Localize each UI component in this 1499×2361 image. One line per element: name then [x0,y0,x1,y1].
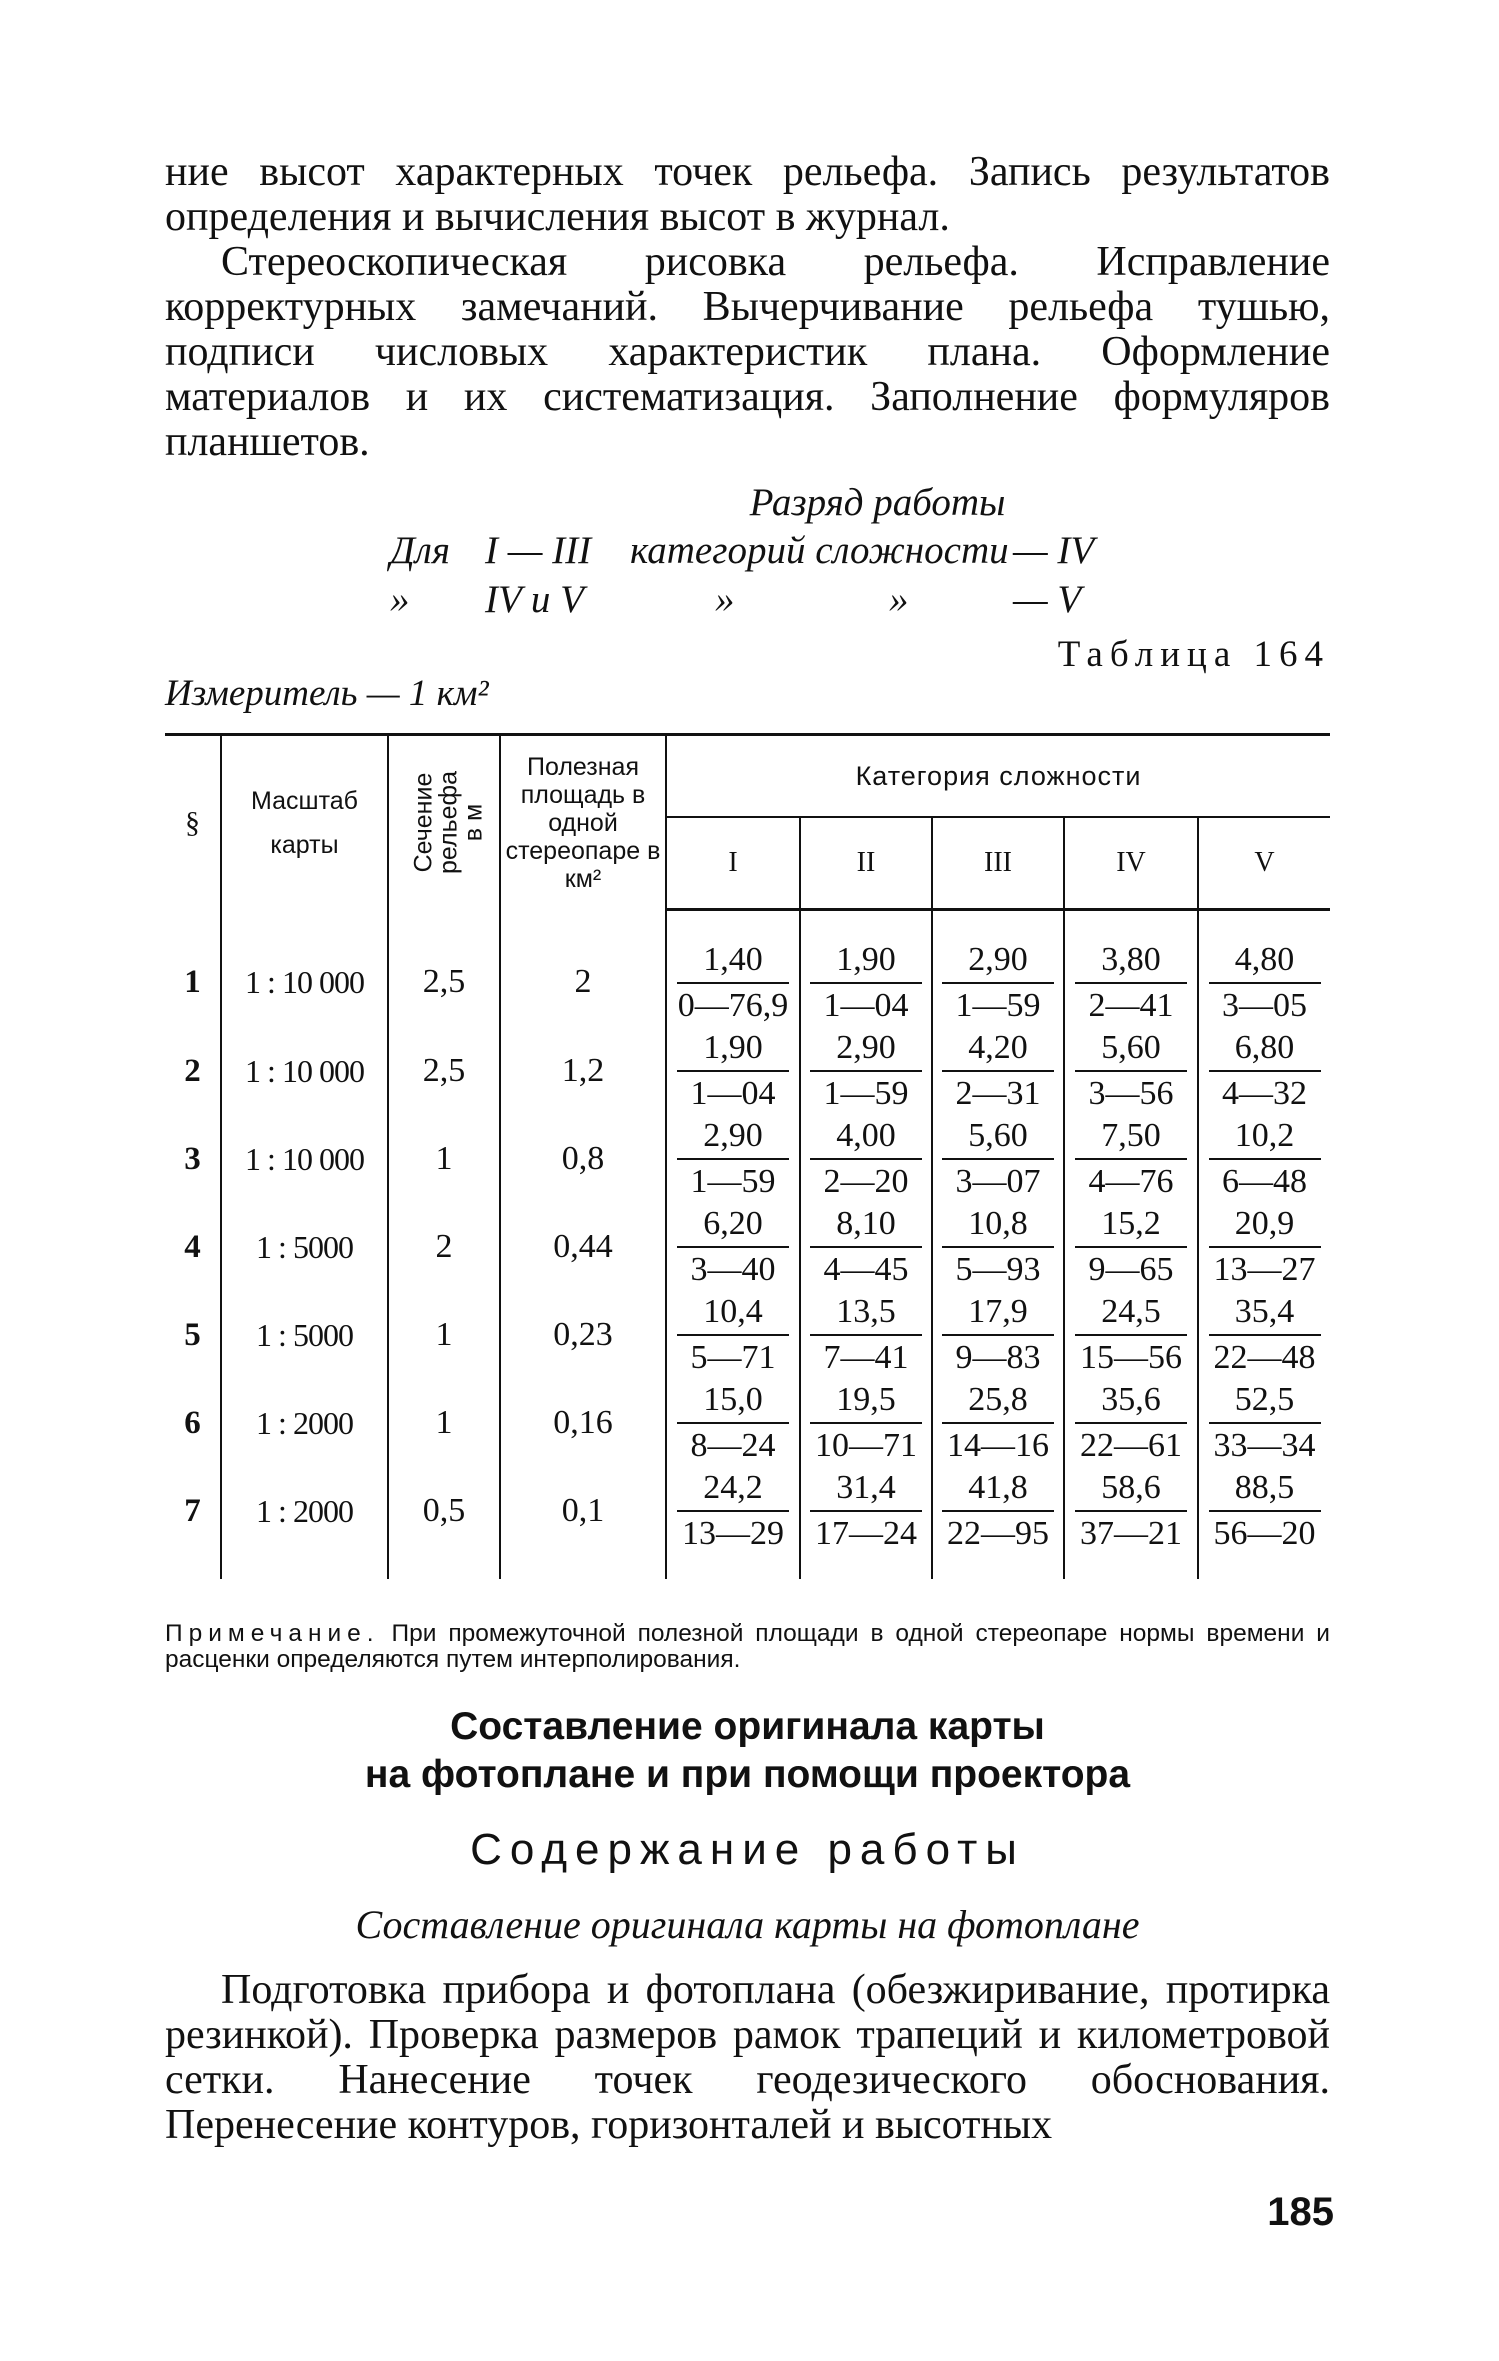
table-row [165,1115,1330,1203]
cell-category-2 [800,1379,932,1467]
row-number: 2 [184,1053,201,1089]
rate-value: 14—16 [947,1427,1049,1464]
header-category-2: II [800,817,932,910]
row-contour-interval: 2 [388,1203,500,1291]
cell-category-4 [1064,1467,1198,1579]
rate-value: 1—04 [690,1075,776,1112]
norm-fraction [677,1116,789,1202]
grade-row2-ditto: » [390,578,410,621]
row-contour-interval: 2,5 [388,910,500,1028]
cell-category-1 [666,1379,800,1467]
row-map-scale: 1 : 2000 [221,1467,388,1579]
cell-category-4 [1064,1379,1198,1467]
row-number: 6 [184,1405,201,1441]
row-contour-interval: 1 [388,1291,500,1379]
grade-row1-range: I — III [485,529,592,572]
norm-time-value: 5,60 [1075,1028,1187,1072]
page-number: 185 [1267,2190,1334,2234]
norm-time-value: 10,4 [677,1292,789,1336]
norm-fraction [810,1204,922,1290]
rate-value: 37—21 [1080,1515,1182,1552]
cell-category-2 [800,1291,932,1379]
norm-fraction [942,940,1054,1026]
cell-category-2 [800,910,932,1028]
grade-row1-for: Для [390,529,450,572]
cell-category-1 [666,1467,800,1579]
norm-fraction [810,1028,922,1114]
table-note [165,1621,1330,1673]
norm-time-value: 15,2 [1075,1204,1187,1248]
rate-value: 22—61 [1080,1427,1182,1464]
header-contour-interval [388,735,500,910]
cell-category-2 [800,1115,932,1203]
norm-time-value: 35,6 [1075,1380,1187,1424]
rate-value: 7—41 [823,1339,909,1376]
grade-row1-label: категорий сложности [630,529,1009,572]
norm-fraction [1075,1204,1187,1290]
rate-value: 22—48 [1213,1339,1316,1376]
norm-time-value: 24,5 [1075,1292,1187,1336]
row-contour-interval: 0,5 [388,1467,500,1579]
norm-time-value: 17,9 [942,1292,1054,1336]
norm-time-value: 19,5 [810,1380,922,1424]
norm-time-value: 41,8 [942,1468,1054,1512]
rate-value: 1—04 [823,987,909,1024]
table-row [165,1027,1330,1115]
row-map-scale: 1 : 5000 [221,1291,388,1379]
cell-category-5 [1198,910,1330,1028]
rate-value: 13—27 [1213,1251,1316,1288]
cell-category-3 [932,1115,1064,1203]
rate-value: 4—45 [823,1251,909,1288]
norm-fraction [1209,940,1321,1026]
norm-fraction [677,940,789,1026]
work-grade-block [165,479,1330,625]
row-useful-area: 0,44 [500,1203,666,1291]
section-title-line-1: Составление оригинала карты [450,1705,1045,1748]
header-section: § [165,735,221,910]
cell-category-3 [932,1379,1064,1467]
header-category-3: III [932,817,1064,910]
norm-time-value: 10,2 [1209,1116,1321,1160]
table-row [165,1467,1330,1579]
norm-time-value: 58,6 [1075,1468,1187,1512]
norm-fraction [942,1116,1054,1202]
row-map-scale: 1 : 10 000 [221,1027,388,1115]
norm-time-value: 52,5 [1209,1380,1321,1424]
table-row [165,1291,1330,1379]
grade-row2-ditto-3: » [889,578,909,621]
cell-category-2 [800,1203,932,1291]
cell-category-4 [1064,910,1198,1028]
rate-value: 3—56 [1088,1075,1174,1112]
norm-time-value: 35,4 [1209,1292,1321,1336]
row-contour-interval: 2,5 [388,1027,500,1115]
norm-time-value: 31,4 [810,1468,922,1512]
norm-time-value: 2,90 [810,1028,922,1072]
norm-time-value: 6,20 [677,1204,789,1248]
cell-category-1 [666,1291,800,1379]
norm-fraction [942,1380,1054,1466]
norm-fraction [1075,1292,1187,1378]
note-label: Примечание. [165,1620,380,1647]
subsection-heading: Составление оригинала карты на фотоплане [355,1902,1140,1947]
cell-category-1 [666,1203,800,1291]
norm-fraction [810,1468,922,1554]
header-useful-area: Полезная площадь в одной стереопаре в км² [500,735,666,910]
cell-category-5 [1198,1115,1330,1203]
row-number: 3 [184,1141,201,1177]
cell-category-2 [800,1027,932,1115]
norm-time-value: 13,5 [810,1292,922,1336]
rate-value: 10—71 [815,1427,917,1464]
rate-value: 4—76 [1088,1163,1174,1200]
norm-fraction [1209,1116,1321,1202]
row-useful-area: 2 [500,910,666,1028]
norm-time-value: 3,80 [1075,940,1187,984]
norm-time-value: 20,9 [1209,1204,1321,1248]
cell-category-4 [1064,1203,1198,1291]
norm-fraction [942,1028,1054,1114]
work-grade-title: Разряд работы [749,481,1006,524]
norm-fraction [942,1468,1054,1554]
cell-category-3 [932,1291,1064,1379]
norm-fraction [1075,1468,1187,1554]
rate-value: 4—32 [1222,1075,1308,1112]
cell-category-4 [1064,1291,1198,1379]
norms-table-body [165,910,1330,1580]
grade-row2-range: IV и V [485,578,584,621]
rate-value: 5—93 [955,1251,1041,1288]
rate-value: 3—05 [1222,987,1308,1024]
norm-time-value: 15,0 [677,1380,789,1424]
row-map-scale: 1 : 5000 [221,1203,388,1291]
content-heading: Содержание работы [470,1825,1025,1874]
norm-time-value: 1,90 [677,1028,789,1072]
cell-category-4 [1064,1115,1198,1203]
row-contour-interval: 1 [388,1115,500,1203]
row-useful-area: 0,23 [500,1291,666,1379]
rate-value: 33—34 [1213,1427,1316,1464]
grade-row2-ditto-2: » [715,578,735,621]
grade-row1-value: — IV [1013,529,1095,572]
cell-category-5 [1198,1379,1330,1467]
page-content [165,150,1330,2148]
cell-category-5 [1198,1203,1330,1291]
norm-fraction [1209,1204,1321,1290]
row-map-scale: 1 : 10 000 [221,910,388,1028]
row-map-scale: 1 : 2000 [221,1379,388,1467]
norm-time-value: 4,00 [810,1116,922,1160]
note-text: При промежуточной полезной площади в одной стереопаре нормы времени и расценки определяются путем интерполирования. [165,1620,1330,1673]
cell-category-2 [800,1467,932,1579]
row-number: 5 [184,1317,201,1353]
paragraph-preparation: Подготовка прибора и фотоплана (обезжиривание, протирка резинкой). Проверка размеров рамок трапеций и километровой сетки. Нанесение точек геодезического обоснования. Перенесение контуров, горизонталей и высотных [165,1967,1330,2148]
rate-value: 8—24 [690,1427,776,1464]
norm-fraction [1209,1380,1321,1466]
rate-value: 15—56 [1080,1339,1182,1376]
cell-category-3 [932,1027,1064,1115]
norm-fraction [810,1292,922,1378]
work-grade-row-1 [165,527,1330,576]
norm-time-value: 5,60 [942,1116,1054,1160]
norm-time-value: 8,10 [810,1204,922,1248]
section-title [165,1703,1330,1799]
norm-fraction [810,1380,922,1466]
rate-value: 2—31 [955,1075,1041,1112]
norm-time-value: 6,80 [1209,1028,1321,1072]
section-title-line-2: на фотоплане и при помощи проектора [364,1753,1131,1796]
norm-time-value: 88,5 [1209,1468,1321,1512]
cell-category-5 [1198,1467,1330,1579]
norm-time-value: 2,90 [942,940,1054,984]
rate-value: 1—59 [955,987,1041,1024]
norm-time-value: 24,2 [677,1468,789,1512]
rate-value: 0—76,9 [677,987,789,1024]
row-number: 7 [184,1493,201,1529]
row-useful-area: 0,8 [500,1115,666,1203]
norms-table [165,733,1330,1579]
norm-fraction [677,1468,789,1554]
work-grade-row-2 [165,576,1330,625]
paragraph-continuation: ние высот характерных точек рельефа. Запись результатов определения и вычисления высот в журнал. [165,149,1330,240]
rate-value: 1—59 [690,1163,776,1200]
table-row [165,910,1330,1028]
table-number: Таблица 164 [1057,634,1330,675]
norm-time-value: 7,50 [1075,1116,1187,1160]
table-unit: Измеритель — 1 км² [165,673,489,714]
norm-time-value: 2,90 [677,1116,789,1160]
norm-time-value: 25,8 [942,1380,1054,1424]
norm-fraction [1209,1028,1321,1114]
rate-value: 13—29 [682,1515,784,1552]
norm-fraction [810,1116,922,1202]
rate-value: 3—07 [955,1163,1041,1200]
rate-value: 2—41 [1088,987,1174,1024]
norm-fraction [677,1380,789,1466]
rate-value: 17—24 [815,1515,917,1552]
norm-fraction [677,1028,789,1114]
rate-value: 6—48 [1222,1163,1308,1200]
rate-value: 3—40 [690,1251,776,1288]
norm-time-value: 1,90 [810,940,922,984]
header-category-4: IV [1064,817,1198,910]
rate-value: 2—20 [823,1163,909,1200]
norm-fraction [1075,1028,1187,1114]
rate-value: 1—59 [823,1075,909,1112]
row-useful-area: 0,1 [500,1467,666,1579]
row-map-scale: 1 : 10 000 [221,1115,388,1203]
cell-category-3 [932,910,1064,1028]
cell-category-1 [666,1027,800,1115]
cell-category-4 [1064,1027,1198,1115]
norm-time-value: 4,20 [942,1028,1054,1072]
cell-category-3 [932,1467,1064,1579]
table-row [165,1203,1330,1291]
rate-value: 22—95 [947,1515,1049,1552]
header-contour-interval-text: Сечение рельефа в м [409,771,488,875]
norm-fraction [942,1292,1054,1378]
norm-fraction [677,1292,789,1378]
header-category-1: I [666,817,800,910]
row-useful-area: 0,16 [500,1379,666,1467]
row-useful-area: 1,2 [500,1027,666,1115]
rate-value: 56—20 [1213,1515,1316,1552]
header-complexity-category: Категория сложности [666,735,1330,818]
grade-row2-value: — V [1013,578,1082,621]
norm-fraction [677,1204,789,1290]
row-number: 1 [184,964,201,1001]
norm-time-value: 4,80 [1209,940,1321,984]
norm-fraction [1209,1292,1321,1378]
paragraph-relief-drawing: Стереоскопическая рисовка рельефа. Исправление корректурных замечаний. Вычерчивание рельефа тушью, подписи числовых характеристик плана. Оформление материалов и их систематизация. Заполнение формуляров планшетов. [165,239,1330,465]
norm-fraction [1075,1380,1187,1466]
cell-category-5 [1198,1027,1330,1115]
norm-time-value: 10,8 [942,1204,1054,1248]
norm-fraction [942,1204,1054,1290]
table-row [165,1379,1330,1467]
rate-value: 5—71 [690,1339,776,1376]
norm-time-value: 1,40 [677,940,789,984]
header-scale: Масштаб карты [221,735,388,910]
row-contour-interval: 1 [388,1379,500,1467]
norm-fraction [1075,1116,1187,1202]
cell-category-1 [666,1115,800,1203]
header-category-5: V [1198,817,1330,910]
rate-value: 9—65 [1088,1251,1174,1288]
norm-fraction [1209,1468,1321,1554]
norm-fraction [810,940,922,1026]
norm-fraction [1075,940,1187,1026]
rate-value: 9—83 [955,1339,1041,1376]
cell-category-5 [1198,1291,1330,1379]
cell-category-3 [932,1203,1064,1291]
row-number: 4 [184,1229,201,1265]
cell-category-1 [666,910,800,1028]
